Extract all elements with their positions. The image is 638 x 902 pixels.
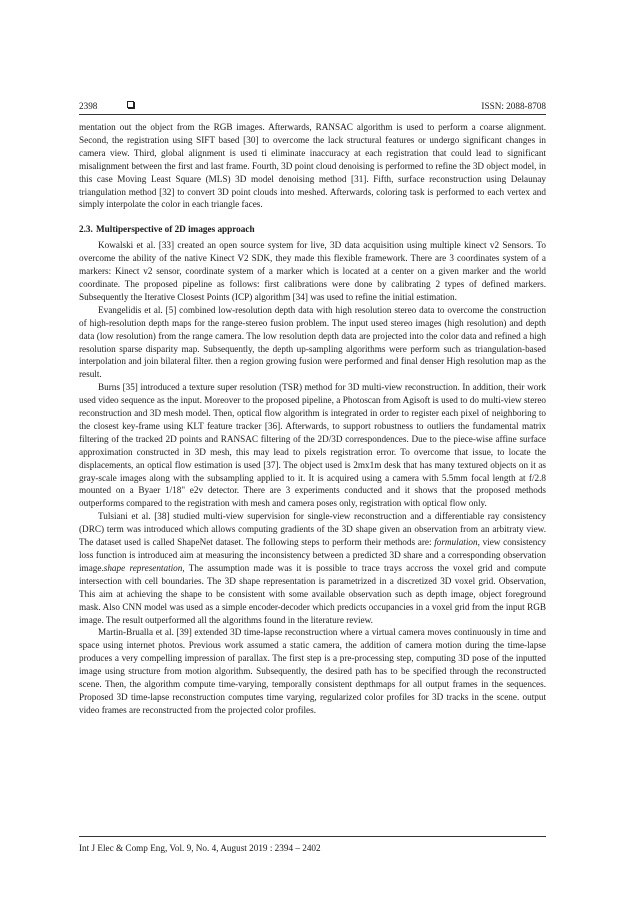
tulsiani-text-b: , view consistency loss function is introduced aim at measuring the inconsistency between a predicted 3D share and a corresponding observation image. [79, 537, 546, 573]
paragraph-martin-brualla: Martin-Brualla et al. [39] extended 3D time-lapse reconstruction where a virtual camera moves continuously in time and space using internet photos. Previous work assumed a static camera, the addition of camera motion during the time-lapse produces a very compelling impression of parallax. The first step is a pre-processing step, computing 3D pose of the inputted image using structure from motion algorithm. Subsequently, the desired path has to be specified through the reconstructed scene. Then, the algorithm compute time-varying, temporally consistent depthmaps for all output frames in the sequences. Proposed 3D time-lapse reconstruction computes time varying, regularized color profiles for 3D tracks in the scene. output video frames are reconstructed from the projected color profiles. [79, 627, 546, 715]
tulsiani-formulation: formulation [434, 537, 478, 548]
paragraph-intro: mentation out the object from the RGB images. Afterwards, RANSAC algorithm is used to perform a coarse alignment. Second, the registration using SIFT based [30] to overcome the lack structural features or undergo significant changes in camera view. Third, global alignment is used ti eliminate inaccuracy at each registration that could lead to significant misalignment between the first and last frame. Fourth, 3D point cloud denoising is performed to refine the 3D object model, in this case Moving Least Square (MLS) 3D model denoising method [31]. Fifth, surface reconstruction using Delaunay triangulation method [32] to convert 3D point clouds into meshed. Afterwards, coloring task is performed to each vertex and simply interpolate the color in each triangle faces. [79, 122, 546, 210]
section-heading [79, 223, 546, 236]
paragraph-tulsiani [79, 510, 546, 626]
paragraph-evangelidis: Evangelidis et al. [5] combined low-resolution depth data with high resolution stereo data to overcome the construction of high-resolution depth maps for the range-stereo fusion problem. The input used stereo images (high resolution) and depth data (low resolution) from the range camera. The low resolution depth data are projected into the color data and refined a high resolution sparse disparity map. Subsequently, the depth up-sampling algorithms were perform such as triangulation-based interpolation and join bilateral filter. then a region growing fusion were performed and final denser High resolution map as the result. [79, 304, 546, 380]
paragraph-burns: Burns [35] introduced a texture super resolution (TSR) method for 3D multi-view reconstruction. In addition, their work used video sequence as the input. Moreover to the proposed pipeline, a Photoscan from Agisoft is used to do multi-view stereo reconstruction and 3D mesh model. Then, optical flow algorithm is integrated in order to register each pixel of neighboring to the closest key-frame using KLT feature tracker [36]. Afterwards, to support robustness to outliers the fundamental matrix filtering of the tracked 2D points and RANSAC filtering of the 2D/3D correspondences. Due to the piece-wise affine surface approximation constructed in 3D mesh, this may lead to pixels registration error. To overcome that issue, to locate the displacements, an optical flow estimation is used [37]. The object used is 2mx1m desk that has many textured objects on it as gray-scale images along with the subsampling applied to it. It is acquired using a camera with 5.5mm focal length at f/2.8 mounted on a Byaer 1/18" e2v detector. There are 3 experiments conducted and it shows that the proposed methods outperforms compared to the registration with mesh and camera poses only, registration with optical flow only. [79, 382, 546, 509]
running-header [79, 99, 546, 113]
tulsiani-text-c: , The assumption made was it is possible to trace trays accross the voxel grid and compute intersection with cell boundaries. The 3D shape representation is parametrized in a discretized 3D voxel grid. Observation, This aim at achieving the shape to be consistent with some available observation such as depth image, object foreground mask. Also CNN model was used as a simple encoder-decoder which predicts occupancies in a voxel grid from the input RGB image. The result outperformed all the algorithms found in the literature review. [79, 562, 546, 625]
footer-citation: Int J Elec & Comp Eng, Vol. 9, No. 4, August 2019 : 2394 – 2402 [79, 843, 321, 853]
square-box-icon [127, 101, 134, 108]
section-title: Multiperspective of 2D images approach [96, 224, 255, 235]
header-rule [79, 114, 546, 115]
tulsiani-text-a: Tulsiani et al. [38] studied multi-view supervision for single-view reconstruction and a differentiable ray consistency (DRC) term was introduced which allows computing gradients of the 3D shape given an observation from an arbitraty view. The dataset used is called ShapeNet dataset. The following steps to perform their methods are: [79, 511, 546, 548]
issn-label: ISSN: 2088-8708 [481, 101, 546, 111]
page-body [79, 121, 546, 717]
section-number: 2.3. [79, 224, 93, 235]
footer-rule [79, 836, 546, 837]
tulsiani-shape-representation: shape representation [103, 562, 183, 573]
paragraph-kowalski: Kowalski et al. [33] created an open source system for live, 3D data acquisition using multiple kinect v2 Sensors. To overcome the ability of the native Kinect V2 SDK, they made this flexible framework. There are 3 coordinates system of a markers: Kinect v2 sensor, coordinate system of a marker which is located at a center on a given marker and the world coordinate. The proposed pipeline as follows: first calibrations were done by calibrating 2 types of defined markers. Subsequently the Iterative Closest Points (ICP) algorithm [34] was used to refine the initial estimation. [79, 240, 546, 302]
page-number: 2398 [79, 101, 98, 111]
